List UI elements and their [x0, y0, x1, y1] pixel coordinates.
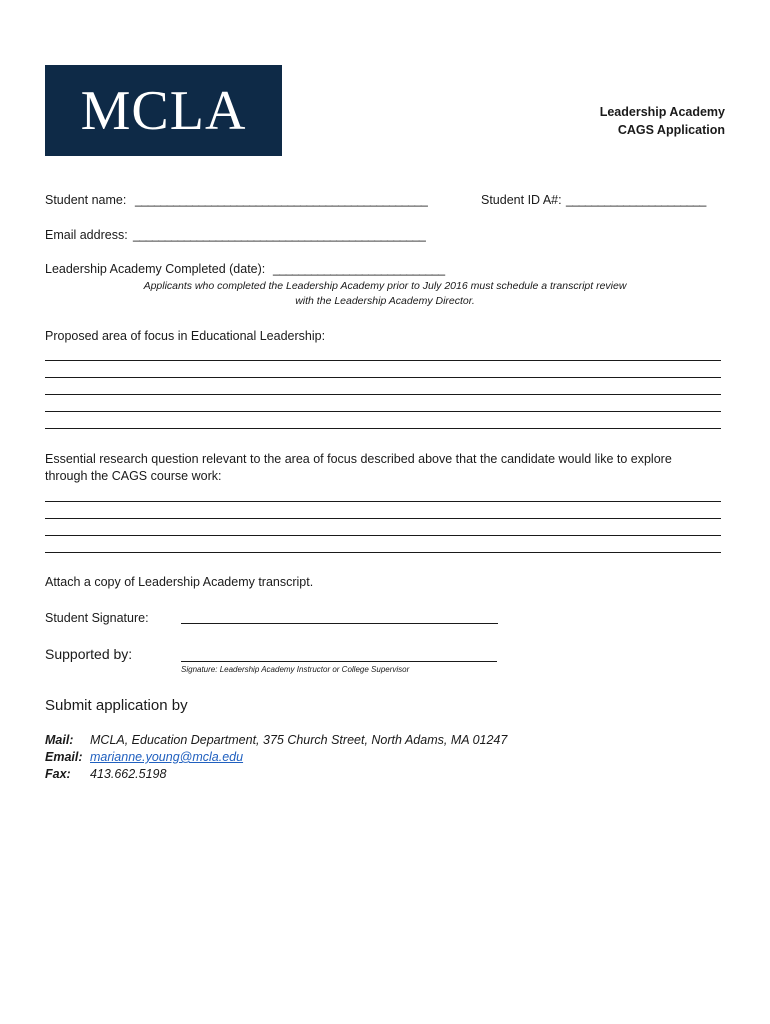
email-field[interactable]: ______________________________________________ — [133, 228, 426, 242]
student-name-field[interactable]: ______________________________________________ — [135, 193, 428, 207]
research-answer-area[interactable] — [45, 485, 721, 553]
title-line-1: Leadership Academy — [599, 105, 725, 119]
research-label-line-1: Essential research question relevant to the area of focus described above that the candidate would like to explore — [45, 452, 672, 466]
student-signature-label: Student Signature: — [45, 611, 149, 625]
mail-address: MCLA, Education Department, 375 Church Street, North Adams, MA 01247 — [90, 733, 508, 747]
answer-line — [45, 412, 721, 429]
fax-number: 413.662.5198 — [90, 767, 167, 781]
focus-label: Proposed area of focus in Educational Leadership: — [45, 329, 326, 343]
attach-transcript-note: Attach a copy of Leadership Academy transcript. — [45, 575, 314, 589]
mail-key: Mail: — [45, 733, 74, 747]
note-line-2: with the Leadership Academy Director. — [295, 295, 475, 307]
mcla-logo — [45, 65, 282, 156]
logo-text: MCLA — [80, 79, 247, 142]
student-id-label: Student ID A#: — [481, 193, 562, 207]
signature-caption: Signature: Leadership Academy Instructor or College Supervisor — [181, 665, 410, 674]
answer-line — [45, 378, 721, 395]
research-label-line-2: through the CAGS course work: — [45, 469, 222, 483]
completed-date-label: Leadership Academy Completed (date): — [45, 262, 266, 276]
student-id-field[interactable]: ______________________ — [566, 193, 706, 207]
email-link[interactable]: marianne.young@mcla.edu — [90, 750, 244, 764]
answer-line — [45, 344, 721, 361]
answer-line — [45, 485, 721, 502]
supported-by-label: Supported by: — [45, 646, 133, 662]
answer-line — [45, 395, 721, 412]
student-name-label: Student name: — [45, 193, 127, 207]
focus-answer-area[interactable] — [45, 344, 721, 429]
contact-fax — [45, 767, 166, 781]
fax-key: Fax: — [45, 767, 71, 781]
title-line-2: CAGS Application — [617, 123, 725, 137]
student-signature-line[interactable] — [181, 623, 498, 624]
answer-line — [45, 361, 721, 378]
submit-heading: Submit application by — [45, 697, 188, 714]
email-label: Email address: — [45, 228, 128, 242]
note-line-1: Applicants who completed the Leadership Academy prior to July 2016 must schedule a transcript review — [143, 280, 627, 292]
completed-date-field[interactable]: ___________________________ — [273, 262, 445, 276]
answer-line — [45, 519, 721, 536]
supported-by-signature-line[interactable] — [181, 661, 497, 662]
contact-mail — [45, 733, 507, 747]
email-key: Email: — [45, 750, 83, 764]
answer-line — [45, 536, 721, 553]
answer-line — [45, 502, 721, 519]
transcript-review-note — [45, 279, 725, 309]
contact-email — [45, 750, 243, 764]
document-title — [600, 103, 725, 139]
